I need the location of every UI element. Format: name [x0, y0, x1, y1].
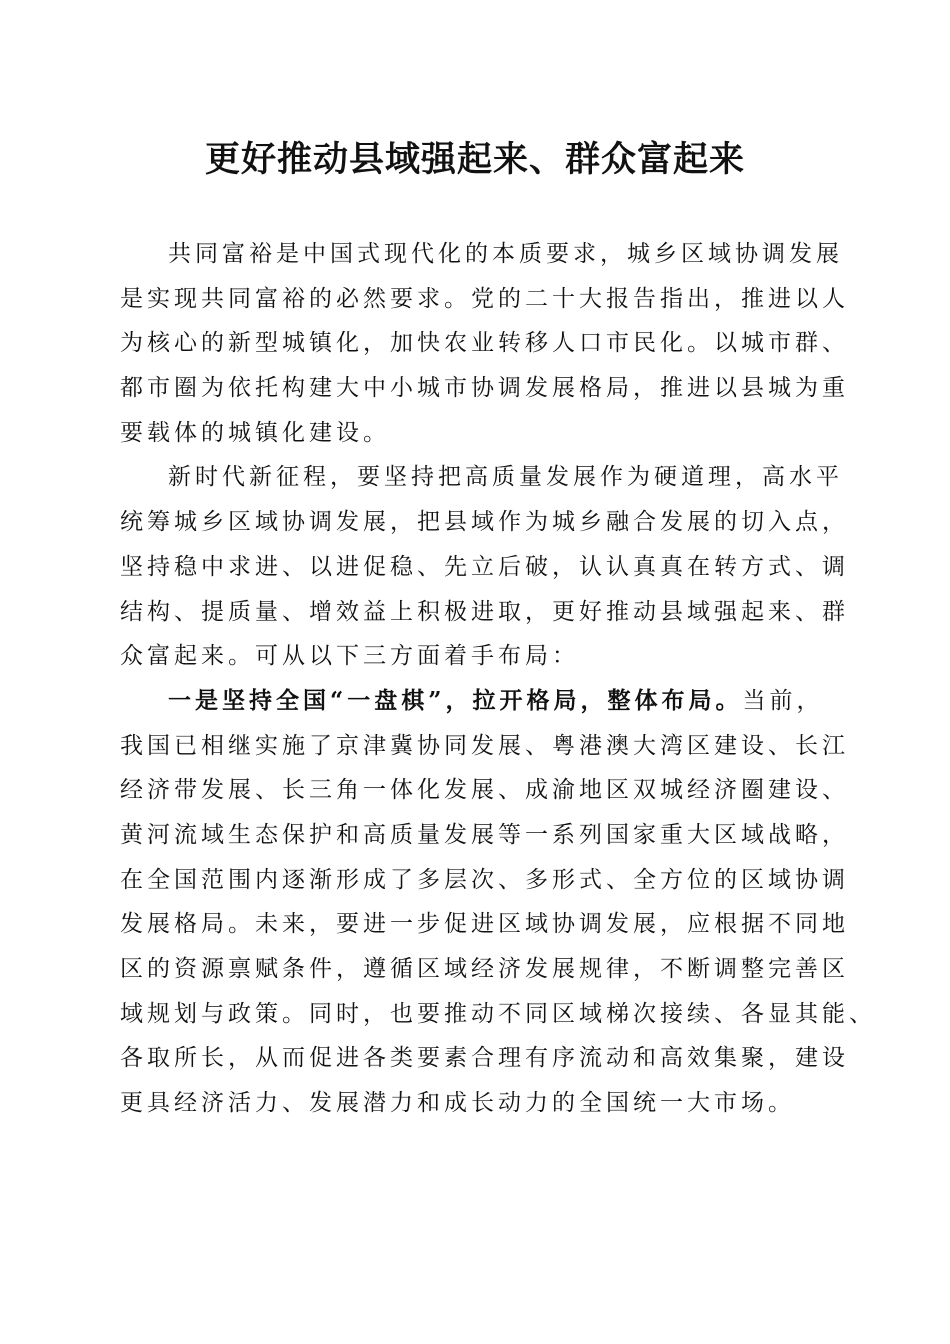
paragraph-2 [120, 455, 849, 678]
text-line: 要载体的城镇化建设。 [120, 419, 390, 446]
text-line: 新时代新征程，要坚持把高质量发展作为硬道理，高水平 [168, 464, 843, 491]
paragraph-1 [120, 232, 849, 455]
text-line: 经济带发展、长三角一体化发展、成渝地区双城经济圈建设、 [120, 777, 849, 804]
text-line: 各取所长，从而促进各类要素合理有序流动和高效集聚，建设 [120, 1045, 849, 1072]
text-line: 众富起来。可从以下三方面着手布局： [120, 643, 579, 670]
text-line: 结构、提质量、增效益上积极进取，更好推动县域强起来、群 [120, 598, 849, 625]
paragraph-lead-rest: 当前， [742, 687, 824, 714]
text-line: 我国已相继实施了京津冀协同发展、粤港澳大湾区建设、长江 [120, 732, 849, 759]
text-line: 更具经济活力、发展潜力和成长动力的全国统一大市场。 [120, 1090, 795, 1117]
text-line: 在全国范围内逐渐形成了多层次、多形式、全方位的区域协调 [120, 866, 849, 893]
document-title: 更好推动县域强起来、群众富起来 [204, 139, 745, 180]
text-line: 黄河流域生态保护和高质量发展等一系列国家重大区域战略， [120, 821, 849, 848]
text-line: 域规划与政策。同时，也要推动不同区域梯次接续、各显其能、 [120, 1000, 876, 1027]
text-line: 坚持稳中求进、以进促稳、先立后破，认认真真在转方式、调 [120, 553, 849, 580]
text-line: 为核心的新型城镇化，加快农业转移人口市民化。以城市群、 [120, 330, 849, 357]
text-line [120, 679, 828, 724]
text-line: 都市圈为依托构建大中小城市协调发展格局，推进以县城为重 [120, 375, 849, 402]
text-line: 共同富裕是中国式现代化的本质要求，城乡区域协调发展 [168, 241, 843, 267]
text-line: 统筹城乡区域协调发展，把县域作为城乡融合发展的切入点， [120, 509, 849, 536]
paragraph-lead-heading: 一是坚持全国“一盘棋”，拉开格局，整体布局。 [168, 686, 743, 714]
document-body [120, 232, 876, 1126]
text-line: 发展格局。未来，要进一步促进区域协调发展，应根据不同地 [120, 911, 849, 938]
text-line: 区的资源禀赋条件，遵循区域经济发展规律，不断调整完善区 [120, 956, 849, 982]
paragraph-3 [120, 679, 876, 1126]
text-line: 是实现共同富裕的必然要求。党的二十大报告指出，推进以人 [120, 285, 849, 312]
